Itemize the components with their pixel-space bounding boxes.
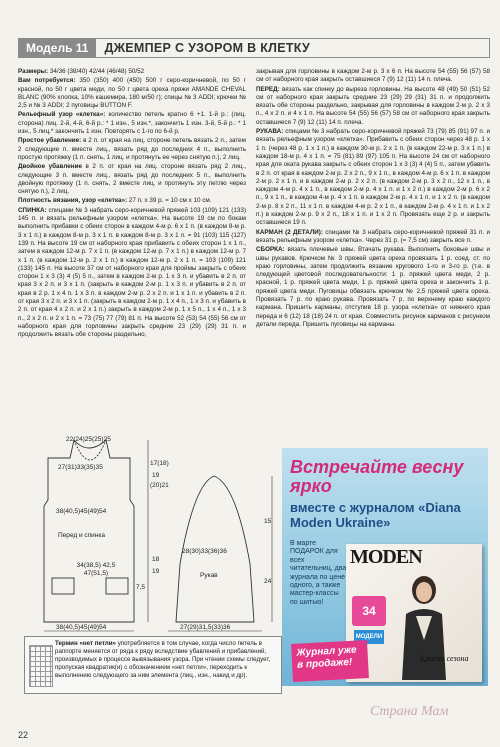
pocket-right bbox=[106, 578, 128, 594]
neckline bbox=[74, 440, 106, 460]
label-front-back: Перед и спинка bbox=[58, 532, 106, 539]
magazine-title: MODEN bbox=[350, 546, 422, 568]
article-header bbox=[18, 38, 490, 58]
paragraph-sizes: Размеры: 34/36 (38/40) 42/44 (46/48) 50/52 bbox=[18, 68, 145, 75]
site-watermark: Страна Мам bbox=[370, 704, 449, 719]
pocket-left bbox=[52, 578, 74, 594]
paragraph-materials: Вам потребуется: 350 (350) 400 (450) 500 г серо-коричневой, по 50 г красной, по 50 г цвета меди, по 50 г цвета ореха пряжи AMANDE CHEVAL BLANC (90% хлопка, 10% кашемира, 180 м/50 г); спицы № 3 ADDI; крючки № 2,5 и № 3 ADDI; 2 пуговицы BUTTON F. bbox=[18, 77, 246, 110]
paragraph-double-decrease: Двойное убавление в 2 п. от края на лиц. стороне вязать ряд 2 лиц., следующие 3 п. вместе лиц., вязать ряд до последних 5 п., выполнить двойную протяжку (1 п. снять, 2 вместе лиц. и протянуть эту петлю через снятую п.), 2 лиц. bbox=[18, 163, 246, 196]
left-text-column bbox=[18, 68, 246, 434]
paragraph-front: ПЕРЕД: вязать как спинку до выреза горловины. На высоте 48 (49) 50 (51) 52 см от наборного края закрыть средние 23 (29) 29 (31) 31 п. и продолжить вязать обе стороны раздельно, закрывая для горловины в каждом 2-м р. 2 х 3 п., 4 х 2 п. и 4 х 1 п. На высоте 54 (55) 56 (57) 58 см от наборного края закрыть оставшиеся 7 (9) 12 (11) 14 п. плеча. bbox=[256, 85, 490, 126]
ad-gift-text: В марте ПОДАРОК для всех читательниц, два журнала по цене одного, а также мастер-классы по шитью! bbox=[290, 540, 347, 606]
ad-headline: Встречайте весну ярко bbox=[290, 457, 464, 496]
magazine-badge: 34 bbox=[352, 596, 386, 626]
page-number: 22 bbox=[18, 730, 29, 740]
magazine-tagline: Краски сезона bbox=[420, 654, 469, 663]
paragraph-gauge: Плотность вязания, узор «клетка»: 27 п. х 39 р. = 10 см х 10 см. bbox=[18, 197, 212, 205]
label-sleeve: Рукав bbox=[200, 572, 218, 579]
paragraph-pattern: Рельефный узор «клетка»: количество петель кратно 6 +1. 1-й р.: (лиц. сторона) лиц. 2-й, 4-й, 6-й р.: * 1 изн., 5 изн.*, закончить 1 изн. 3-й, 5-й р.: * 1 изн., 5 лиц.* закончить 1 изн. Повторять с 1-го по 6-й р. bbox=[18, 111, 246, 136]
ad-on-sale-badge: Журнал уже в продаже! bbox=[291, 640, 369, 682]
pattern-diagram bbox=[18, 436, 280, 632]
paragraph-pocket: КАРМАН (2 ДЕТАЛИ): спицами № 3 набрать серо-коричневой пряжей 31 п. и вязать рельефным узором «клетка». Через 31 р. (= 7,5 см) закрыть все п. bbox=[256, 228, 490, 244]
ad-subtitle: вместе с журналом «Diana Moden Ukraine» bbox=[290, 500, 461, 530]
model-number: Модель 11 bbox=[18, 38, 96, 58]
paragraph-back: СПИНКА: спицами № 3 набрать серо-коричневой пряжей 103 (109) 121 (133) 145 п. и вязать рельефным узором «клетка». На высоте 19 см по бокам выполнить прибавки с обеих сторон в каждом 4-м р. 6 х 1 п. (в каждом 8-м р. 3 х 1 п.) в каждом 8-м р. 3 х 1 п. в каждом 8-м р. 3 х 1 п. = 91 (103) 115 (127) 139 п. На высоте 19 см от наборного края прибавить с обеих сторон 1 х 1 п., затем в каждом 12-м р. 7 х 1 п. (в каждом 12-м р. 7 х 1 п.) в каждом 12-м р. 7 х 1 п. (в каждом 12-м р. 2 х 1 п.) в каждом 12-м р. 2 х 1 п. = 103 (109) 121 (133) 145 п. На высоте 37 см от наборного края для проймы закрыть с обеих сторон 1 х 3 (3) 4 (5) 5 п., затем в каждом 2-м р. 1 х 3 п. и убавить в 2 п. от края 3 х 2 п. и 3 х 1 п. (закрыть в каждом 2-м р. 1 х 3 п. и убавить в 2 п. от края в 2 р. 1 х 4 п. 1 х 3 п. в каждом 2-м р. 2 х 2 п. и 1 х 1 п. и убавить в 2 п. от края 3 х 2 п. и 3 х 1 п. (закрыть в каждом 2-м р. 1 х 4 п., 1 х 3 п. и убавить в 2 п. от края 4 х 2 п. и 2 х 1 п.) закрыть в каждом 2-м р. 1 х 5 п., 1 х 4 п., 1 х 3 п., 2 х 2 п. и 2 х 1 п. = 73 (75) 77 (79) 81 п. На высоте 52 (53) 54 (55) 56 см от наборного края для горловины закрыть средние 23 (29) (29) 31 п. и продолжить вязать обе стороны раздельно, bbox=[18, 206, 246, 339]
paragraph-assembly: СБОРКА: вязать плечевые швы. Втачать рукава. Выполнить боковые швы и швы рукавов. Крючком № 3 пряжей цвета ореха провязать 1 р. соед. ст. по краю горловины, затем продолжить вязание кругового 1-го и 3-го р. (т.е. в следующей цветовой последовательности: 1 р. пряжей цвета меди, 2 р. красной, 1 р. пряжей цвета меди, 1 р. пряжей цвета ореха и закончить 1 р. пряжей цвета меди. Пуговицы обвязать крючком № 2,5 пряжей цвета ореха. Провязать 7 р. по краю рукава. Провязать 7 р. по верхнему краю каждого кармана. Пришить карманы, отступив 18 р. узора «клетка» от нижнего края переда и 6 (12) 18 (18) 24 п. от края. Совместить рисунок карманов с рисунком детали переда. Пришить пуговицы на карманы. bbox=[256, 246, 490, 328]
label-shoulder: 27(31)33(35)35 bbox=[58, 464, 103, 471]
magazine-ad bbox=[282, 448, 488, 686]
right-text-column bbox=[256, 68, 490, 436]
label-height-1: 17(18) bbox=[150, 460, 169, 467]
label-bottom: 38(40,5)45(49)54 bbox=[56, 624, 107, 631]
label-sleeve-cap: 15 bbox=[264, 518, 272, 525]
label-top-width: 22(24)25(25)25 bbox=[66, 436, 111, 443]
article-title: ДЖЕМПЕР С УЗОРОМ В КЛЕТКУ bbox=[96, 38, 490, 58]
label-sleeve-length: 24 bbox=[264, 578, 272, 585]
label-sleeve-bottom: 27(29)31,5(33)36 bbox=[180, 624, 231, 631]
paragraph-simple-decrease: Простое убавление: в 2 п. от края на лиц. стороне петель вязать 2 п., затем 2 следующие п. вместе лиц., вязать ряд до последних 4 п., выполнить простую протяжку (1 п. снять, 1 лиц. и протянуть ее через снятую п.), 2 лиц. bbox=[18, 137, 246, 161]
label-height-4: 18 bbox=[152, 556, 160, 563]
grid-icon bbox=[29, 645, 53, 687]
model-photo-icon bbox=[394, 570, 454, 680]
label-height-6: 7,5 bbox=[136, 584, 146, 591]
paragraph-back-cont: закрывая для горловины в каждом 2-м р. 3 х 6 п. На высоте 54 (55) 56 (57) 58 см от наборного края закрыть оставшиеся 7 (9) 12 (11) 14 п. плеча. bbox=[256, 68, 490, 84]
label-chest: 38(40,5)45(49)54 bbox=[56, 508, 107, 515]
label-height-5: 19 bbox=[152, 568, 160, 575]
note-box bbox=[24, 636, 282, 694]
paragraph-sleeves: РУКАВА: спицами № 3 набрать серо-коричневой пряжей 73 (79) 85 (91) 97 п. и вязать рельефным узором «клетка». Прибавить с обеих сторон через 48 р. 1 х 1 п. (через 48 р. 1 х 1 п.) в каждом 30-м р. 2 х 1 п. (в каждом 22-м р. 3 х 1 п.) в каждом 18-м р. 4 х 1 п. = 75 (81) 89 (97) 105 п. На высоте 24 см от наборного края для оката рукава закрыть с обеих сторон 1 х 3 (3) 4 (4) 5 п., затем убавить в 2 п. от края в каждом 2-м р. 2 х 2 п., 9 х 1 п., в каждом 4-м р. 6 х 1 п. в каждом 2-м р. 2 х 1 п. и в каждом 2-м р. 2 х 2 п. (в каждом 2-м р. 3 х 2 п., 12 х 1 п., в каждом 4-м р. 4 х 1 п., в каждом 2-м р. 4 х 1 п. и 1 х 2 п.) в каждом 2-м р. 6 х 2 п., 9 х 1 п., в каждом 4-м р. 4 х 1 п. в каждом 2-м р. 4 х 1 п. и 1 х 2 п. (в каждом 2-м р. 8 х 2 п., 11 х 1 п. в каждом 4-м р. 2 х 1 п., в каждом 2-м р. 4 х 1 п. и 1 х 2 п.) в каждом 2-м р. 9 х 2 п., 18 х 1 п. и 1 х 2 п. Провязать еще 2 р. и закрыть оставшиеся 19 п. bbox=[256, 128, 490, 227]
magazine-badge-models: МОДЕЛИ bbox=[354, 630, 384, 644]
label-height-3: (20)21 bbox=[150, 482, 169, 489]
label-sleeve-top: 28(30)33(36)36 bbox=[182, 548, 227, 555]
label-pocket: 34(38,5) 42,5 47(51,5) bbox=[76, 562, 116, 577]
note-text: Термин «нет петли» употребляется в том случае, когда число петель в раппорте меняется от ряда к ряду вследствие убавлений и прибавлений, производимых в процессе вывязывания узора. При чтении схемы следует, пропуская квадратик(и) с обозначением «нет петли», переходить к выполнению следующего за ним элемента (лиц., изн., накид и др). bbox=[55, 640, 271, 679]
label-height-2: 19 bbox=[152, 472, 160, 479]
